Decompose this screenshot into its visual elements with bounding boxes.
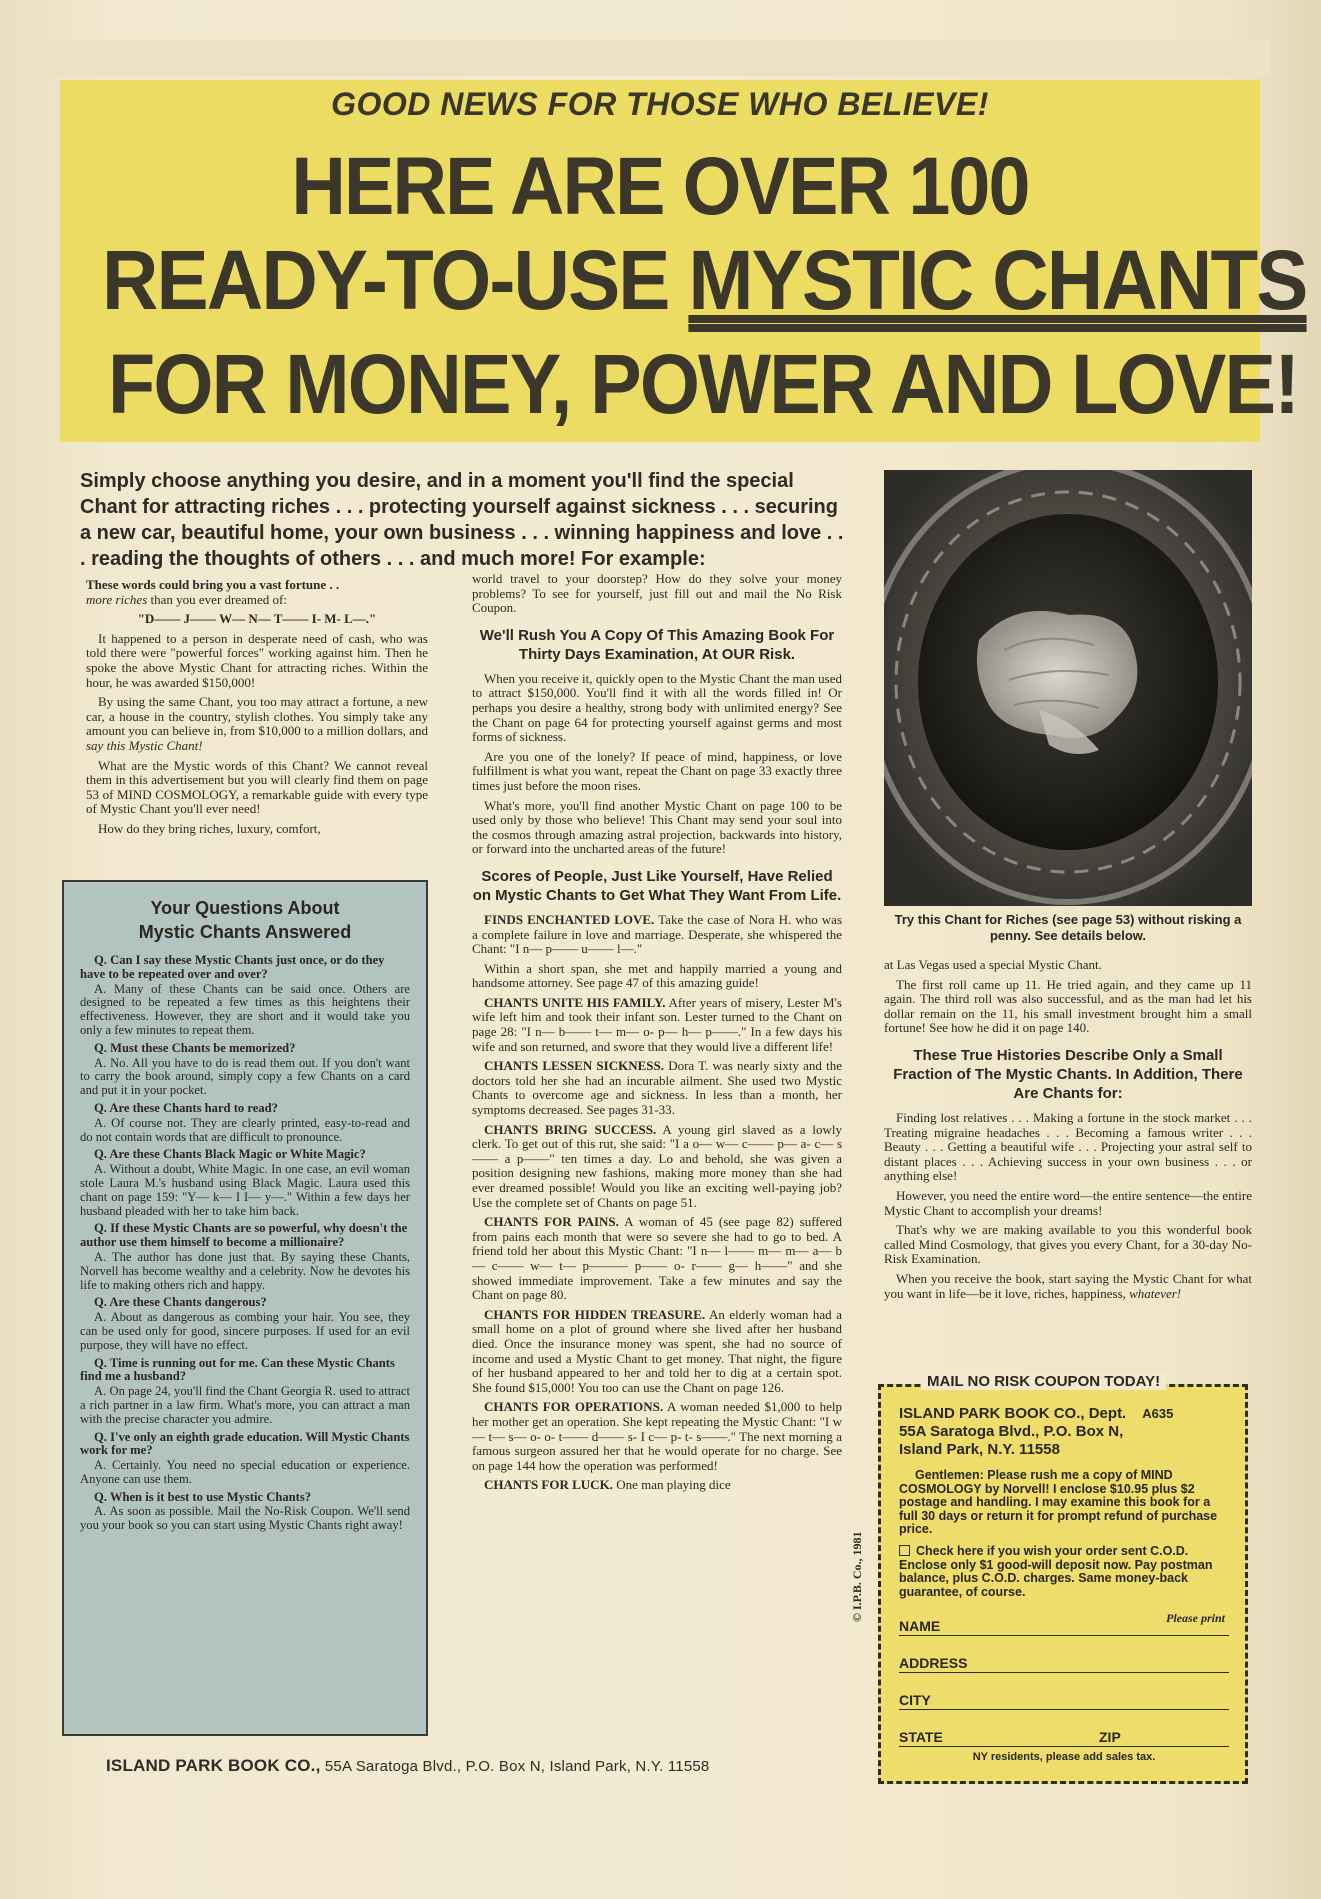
qa-question: Q. Are these Chants hard to read? — [94, 1100, 278, 1115]
col1-chant: "D—— J—— W— N— T—— I- M- L—." — [137, 611, 377, 627]
col3-p1: The first roll came up 11. He tried again, and they came up 11 again. The third roll was also successful, and as the man had let his dollar remain on the 11, his small investment brought him a small fortune! See how he did it on page 140. — [884, 976, 1252, 1036]
coupon-address — [899, 1405, 1229, 1459]
qa-answer: A. Certainly. You need no special education or experience. Anyone can use them. — [80, 1458, 410, 1486]
headline-line-2-b: MYSTIC CHANTS — [688, 233, 1307, 327]
qa-question: Q. Must these Chants be memorized? — [94, 1040, 296, 1055]
qa-box — [62, 880, 428, 1736]
story-text: A woman of 45 (see page 82) suffered from pains each month that were so severe she had to go to bed. A friend told her about this Mystic Chant: "I n— l—— m— m— a— b— c—— w— t— p——— p—— o- r—— g— h——" and she showed immediate improvement. Take a few minutes and say the Chant on page 80. — [472, 1214, 842, 1303]
qa-answer: A. No. All you have to do is read them out. If you don't want to carry the book around, simply copy a few Chants on a card and put it in your pocket. — [80, 1055, 410, 1098]
photo-crystal-ball — [884, 470, 1252, 906]
coupon-city: Island Park, N.Y. 11558 — [899, 1441, 1060, 1458]
intro-paragraph: Simply choose anything you desire, and in a moment you'll find the special Chant for attracting riches . . . protecting yourself against sickness . . . securing a new car, beautiful home, your own business . . . winning happiness and love . . . reading the thoughts of others . . . and much more! For example: — [80, 470, 844, 570]
column-3 — [884, 958, 1252, 1306]
qa-title — [80, 896, 410, 944]
col1-p3-text: By using the same Chant, you too may attract a fortune, a new car, a house in the country, stylish clothes. You simply take any amount you can believe in, from $10,000 to a million dollars, and — [86, 694, 428, 739]
qa-answer: A. Without a doubt, White Magic. In one case, an evil woman stole Laura M.'s husband using Black Magic. Laura used this chant on page 159: "Y— k— I I— y—." Within a few days her husband pleaded with her to take him back. — [80, 1162, 410, 1218]
col1-lead-bold: These words could bring you a vast fortune . . — [86, 577, 340, 592]
qa-question: Q. Time is running out for me. Can these Mystic Chants find me a husband? — [80, 1355, 395, 1384]
coupon-heading: MAIL NO RISK COUPON TODAY! — [921, 1373, 1166, 1390]
col3-subhead: These True Histories Describe Only a Small Fraction of The Mystic Chants. In Addition, There Are Chants for: — [893, 1046, 1243, 1102]
footer-address — [106, 1756, 846, 1776]
qa-answer: A. About as dangerous as combing your hair. You see, they can be used only for good, sincere purposes. If used for an evil purpose, they will have no effect. — [80, 1310, 410, 1352]
qa-question: Q. I've only an eighth grade education. Will Mystic Chants work for me? — [80, 1429, 410, 1458]
story-paragraph — [472, 1123, 842, 1211]
kicker: GOOD NEWS FOR THOSE WHO BELIEVE! — [331, 86, 989, 122]
address-field[interactable] — [899, 1646, 1229, 1673]
state-zip-field[interactable] — [899, 1720, 1229, 1747]
city-label: CITY — [899, 1692, 931, 1709]
story-continuation: Within a short span, she met and happily married a young and handsome attorney. See page 47 of this amazing guide! — [472, 960, 842, 991]
col2-p2: Are you one of the lonely? If peace of mind, happiness, or love fulfillment is what you want, repeat the Chant on page 33 exactly three times just before the moon rises. — [472, 748, 842, 793]
tax-note: NY residents, please add sales tax. — [972, 1751, 1156, 1764]
coupon-cod-option[interactable] — [899, 1545, 1229, 1599]
story-text: One man playing dice — [612, 1477, 731, 1493]
state-label: STATE — [899, 1729, 943, 1746]
qa-question: Q. Can I say these Mystic Chants just once, or do they have to be repeated over and over? — [80, 953, 385, 981]
qa-question: Q. When is it best to use Mystic Chants? — [94, 1489, 312, 1504]
qa-answer: A. Of course not. They are clearly printed, easy-to-read and do not contain words that are difficult to pronounce. — [80, 1115, 410, 1144]
name-label: NAME — [899, 1618, 941, 1635]
col1-p4: What are the Mystic words of this Chant? We cannot reveal them in this advertisement but you will clearly find them on page 53 of MIND COSMOLOGY, a remarkable guide with every type of Mystic Chant you'll ever need! — [86, 757, 428, 817]
coupon-dept-code: A635 — [1142, 1406, 1174, 1421]
qa-title-2: Mystic Chants Answered — [138, 922, 352, 942]
headline-line-2 — [102, 233, 1307, 327]
col2-p1: When you receive it, quickly open to the Mystic Chant the man used to attract $150,000. You'll find it with all the words filled in! Or perhaps you desire a healthy, strong body with unlimited energy? See the Chant on page 64 for protecting yourself against germs and most forms of sickness. — [472, 670, 842, 745]
please-print-hint: Please print — [1166, 1611, 1225, 1626]
story-paragraph — [472, 1478, 842, 1493]
cod-label: Check here if you wish your order sent C.O.D. Enclose only $1 good-will deposit now. Pay postman balance, plus C.O.D. charges. Same money-back guarantee, of course. — [899, 1543, 1213, 1599]
col1-p3 — [86, 695, 428, 753]
qa-answer: A. The author has done just that. By saying these Chants, Norvell has become wealthy and a celebrity. Now he devotes his life to making others rich and happy. — [80, 1249, 410, 1292]
col3-p5-text: When you receive the book, start saying the Mystic Chant for what you want in life—be it love, riches, happiness, — [884, 1270, 1252, 1301]
coupon-street: 55A Saratoga Blvd., P.O. Box N, — [899, 1423, 1124, 1440]
story-heading: FINDS ENCHANTED LOVE. — [484, 911, 655, 927]
story-text: Dora T. was nearly sixty and the doctors told her she had an incurable ailment. She used two Mystic Chants to overcome age and sickness. In less than a month, her symptoms decreased. See pages 31-33. — [472, 1058, 842, 1118]
col3-p3: However, you need the entire word—the entire sentence—the entire Mystic Chant to accomplish your dreams! — [884, 1187, 1252, 1218]
col1-p2: It happened to a person in desperate need of cash, who was told there were "powerful forces" working against him. Then he spoke the above Mystic Chant for attracting riches. Within the hour, he was awarded $150,000! — [86, 630, 428, 690]
name-field[interactable] — [899, 1609, 1229, 1636]
headline-line-1: HERE ARE OVER 100 — [291, 141, 1029, 232]
col1-lead — [86, 578, 428, 607]
copyright: © I.P.B. Co., 1981 — [850, 1531, 864, 1622]
qa-title-1: Your Questions About — [150, 898, 340, 918]
column-2 — [472, 572, 842, 1498]
story-text: An elderly woman had a small home on a plot of ground where she lived after her husband died. Once the insurance money was spent, she had no source of income and used a Mystic Chant to get money. That night, the figure of her husband appeared to her and told her to dig at a certain spot. She found $15,000! You too can use the Chant on page 126. — [472, 1306, 843, 1395]
story-text: After years of misery, Lester M's wife left him and took their infant son. Lester turned to the Chant on page 28: "I n— b—— t— m— o- p— h— p——." In a few days his wife and son returned, and swore that they would live a different life! — [472, 994, 842, 1054]
photo-caption: Try this Chant for Riches (see page 53) without risking a penny. See details below. — [894, 912, 1242, 943]
footer-company: ISLAND PARK BOOK CO., — [106, 1756, 321, 1775]
zip-label: ZIP — [1099, 1729, 1121, 1746]
col3-p2: Finding lost relatives . . . Making a fortune in the stock market . . . Treating migraine headaches . . . Becoming a famous writer . . . Beauty . . . Getting a beautiful wife . . . Projecting your astral self to distant places . . . Achieving success in your own business . . . or anything else! — [884, 1109, 1252, 1184]
crystal-ball-image — [884, 470, 1252, 906]
story-paragraph — [472, 1308, 842, 1396]
story-text: A woman needed $1,000 to help her mother get an operation. She kept repeating the Mystic Chant: "I w— t— s— o- o- t—— d—— s- I c— p- t- s——." The next morning a famous surgeon assured her that he would operate for no charge. See on page 144 how the operation was performed! — [472, 1399, 842, 1473]
cod-checkbox[interactable] — [899, 1545, 910, 1556]
qa-question: Q. Are these Chants Black Magic or White Magic? — [94, 1147, 366, 1162]
qa-list — [80, 954, 410, 1533]
qa-answer: A. On page 24, you'll find the Chant Georgia R. used to attract a rich partner in a law firm. What's more, you can attract a man with the precise character you admire. — [80, 1384, 410, 1426]
col2-p3: What's more, you'll find another Mystic Chant on page 100 to be used only by those who believe! This Chant may send your soul into the cosmos through amazing astral projection, backwards into history, or forward into the uncharted areas of the future! — [472, 797, 842, 857]
coupon-body: Gentlemen: Please rush me a copy of MIND COSMOLOGY by Norvell! I enclose $10.95 plus $2 postage and handling. I may examine this book for a full 30 days or return it for prompt refund of purchase price. — [899, 1468, 1218, 1537]
qa-answer: A. Many of these Chants can be said once. Others are designed to be repeated a few times as this heightens their effectiveness. However, they are short and it would take you only a few minutes to repeat them. — [80, 981, 410, 1037]
story-paragraph — [472, 913, 842, 957]
qa-question: Q. Are these Chants dangerous? — [94, 1295, 267, 1310]
col1-lead-rest: than you ever dreamed of: — [147, 591, 287, 607]
story-heading: CHANTS FOR LUCK. — [484, 1477, 613, 1493]
col3-p0: at Las Vegas used a special Mystic Chant. — [884, 957, 1102, 972]
headline-line-3: FOR MONEY, POWER AND LOVE! — [108, 337, 1299, 431]
story-heading: CHANTS FOR HIDDEN TREASURE. — [484, 1306, 706, 1322]
col2-p0: world travel to your doorstep? How do they solve your money problems? To see for yourself, just fill out and mail the No Risk Coupon. — [472, 571, 842, 616]
qa-answer: A. As soon as possible. Mail the No-Risk Coupon. We'll send you your book so you can start using Mystic Chants right away! — [80, 1504, 410, 1533]
city-field[interactable] — [899, 1683, 1229, 1710]
story-text: A young girl slaved as a lowly clerk. To get out of this rut, she said: "I a o— w— c—— p— a- c— s—— a p——" ten times a day. Lo and behold, she was given a position designing new fashions, making more money than she had ever dreamed possible! Would you like an exciting well-paying job? Use the complete set of Chants on page 51. — [472, 1121, 842, 1210]
col1-p3-italic: say this Mystic Chant! — [86, 737, 203, 753]
qa-question: Q. If these Mystic Chants are so powerful, why doesn't the author use them himself to become a millionaire? — [80, 1221, 408, 1250]
footer-street: 55A Saratoga Blvd., P.O. Box N, Island Park, N.Y. 11558 — [320, 1758, 710, 1775]
story-text: Take the case of Nora H. who was a complete failure in love and marriage. Desperate, she whispered the Chant: "I n— p—— u—— l—." — [472, 911, 842, 957]
order-coupon[interactable] — [878, 1373, 1248, 1784]
address-label: ADDRESS — [899, 1655, 968, 1672]
stories-list — [472, 913, 842, 1493]
story-heading: CHANTS LESSEN SICKNESS. — [484, 1058, 664, 1074]
story-heading: CHANTS FOR OPERATIONS. — [484, 1399, 664, 1415]
col3-p5 — [884, 1272, 1252, 1301]
story-heading: CHANTS BRING SUCCESS. — [484, 1121, 657, 1137]
story-paragraph — [472, 996, 842, 1054]
story-heading: CHANTS FOR PAINS. — [484, 1214, 619, 1230]
coupon-company: ISLAND PARK BOOK CO., Dept. — [899, 1405, 1127, 1422]
headline-line-2-a: READY-TO-USE — [102, 233, 689, 327]
story-heading: CHANTS UNITE HIS FAMILY. — [484, 994, 666, 1010]
story-paragraph — [472, 1400, 842, 1473]
story-paragraph — [472, 1215, 842, 1303]
top-strip — [50, 40, 1270, 76]
col2-subhead-1: We'll Rush You A Copy Of This Amazing Book For Thirty Days Examination, At OUR Risk. — [479, 626, 835, 663]
col3-p4: That's why we are making available to you this wonderful book called Mind Cosmology, that gives you every Chant, for a 30-day No-Risk Examination. — [884, 1222, 1252, 1267]
col1-lead-italic: more riches — [86, 591, 148, 607]
col2-subhead-2: Scores of People, Just Like Yourself, Have Relied on Mystic Chants to Get What They Want From Life. — [472, 867, 842, 904]
column-1 — [86, 578, 428, 842]
col3-p5-italic: whatever! — [1129, 1285, 1182, 1301]
headline-banner — [60, 80, 1307, 442]
story-paragraph — [472, 1059, 842, 1117]
col1-p5: How do they bring riches, luxury, comfort, — [98, 820, 321, 836]
